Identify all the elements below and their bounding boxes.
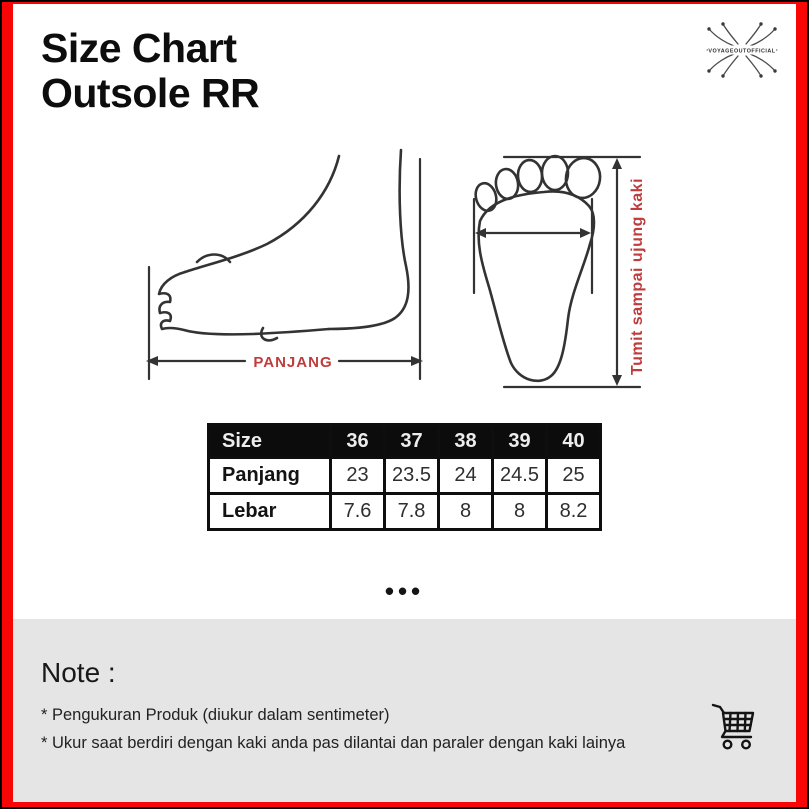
heel-to-toe-label: Tumit sampai ujung kaki — [629, 177, 646, 375]
cell-value: 8 — [439, 494, 493, 530]
height-measure-lines — [504, 157, 640, 387]
cell-value: 7.6 — [331, 494, 385, 530]
cell-value: 23.5 — [385, 458, 439, 494]
height-arrow-top-head — [612, 158, 622, 169]
foot-side-view-figure — [143, 144, 453, 384]
star-burst-logo-icon — [701, 20, 783, 86]
row-label: Panjang — [209, 458, 331, 494]
cell-value: 25 — [547, 458, 601, 494]
brand-logo-text: VOYAGEOUTOFFICIAL — [708, 48, 776, 55]
page-title-line2: Outsole RR — [41, 70, 260, 116]
divider-dots: ••• — [384, 576, 425, 606]
foot-side-outline — [159, 150, 408, 340]
length-label: PANJANG — [253, 354, 333, 371]
size-39-header: 39 — [493, 425, 547, 458]
note-item: * Ukur saat berdiri dengan kaki anda pas dilantai dan paraler dengan kaki lainya — [41, 734, 626, 752]
size-table-header-row — [209, 425, 601, 458]
cell-value: 7.8 — [385, 494, 439, 530]
note-items — [41, 701, 625, 757]
size-chart-card — [13, 4, 796, 802]
note-item: * Pengukuran Produk (diukur dalam sentimeter) — [41, 706, 390, 724]
cell-value: 23 — [331, 458, 385, 494]
table-row-lebar — [209, 494, 601, 530]
footprint-outline — [473, 156, 603, 381]
page-title — [41, 26, 259, 116]
size-37-header: 37 — [385, 425, 439, 458]
arrow-left-head — [146, 356, 158, 366]
size-table — [207, 423, 602, 531]
arrow-right-head — [411, 356, 423, 366]
cell-value: 8.2 — [547, 494, 601, 530]
page-title-line1: Size Chart — [41, 25, 237, 71]
cell-value: 24.5 — [493, 458, 547, 494]
note-panel — [13, 619, 796, 802]
width-arrow-left-head — [475, 228, 486, 238]
size-header-cell: Size — [209, 425, 331, 458]
size-36-header: 36 — [331, 425, 385, 458]
length-measure-lines — [149, 159, 420, 379]
cell-value: 24 — [439, 458, 493, 494]
size-38-header: 38 — [439, 425, 493, 458]
width-arrow-right-head — [580, 228, 591, 238]
foot-side-view-drawing — [143, 144, 453, 384]
shopping-cart-icon — [710, 701, 756, 753]
table-row-panjang — [209, 458, 601, 494]
note-heading: Note : — [41, 657, 116, 688]
row-label: Lebar — [209, 494, 331, 530]
height-arrow-bottom-head — [612, 375, 622, 386]
cell-value: 8 — [493, 494, 547, 530]
width-measure-lines — [474, 199, 592, 293]
brand-logo — [701, 20, 783, 86]
size-40-header: 40 — [547, 425, 601, 458]
